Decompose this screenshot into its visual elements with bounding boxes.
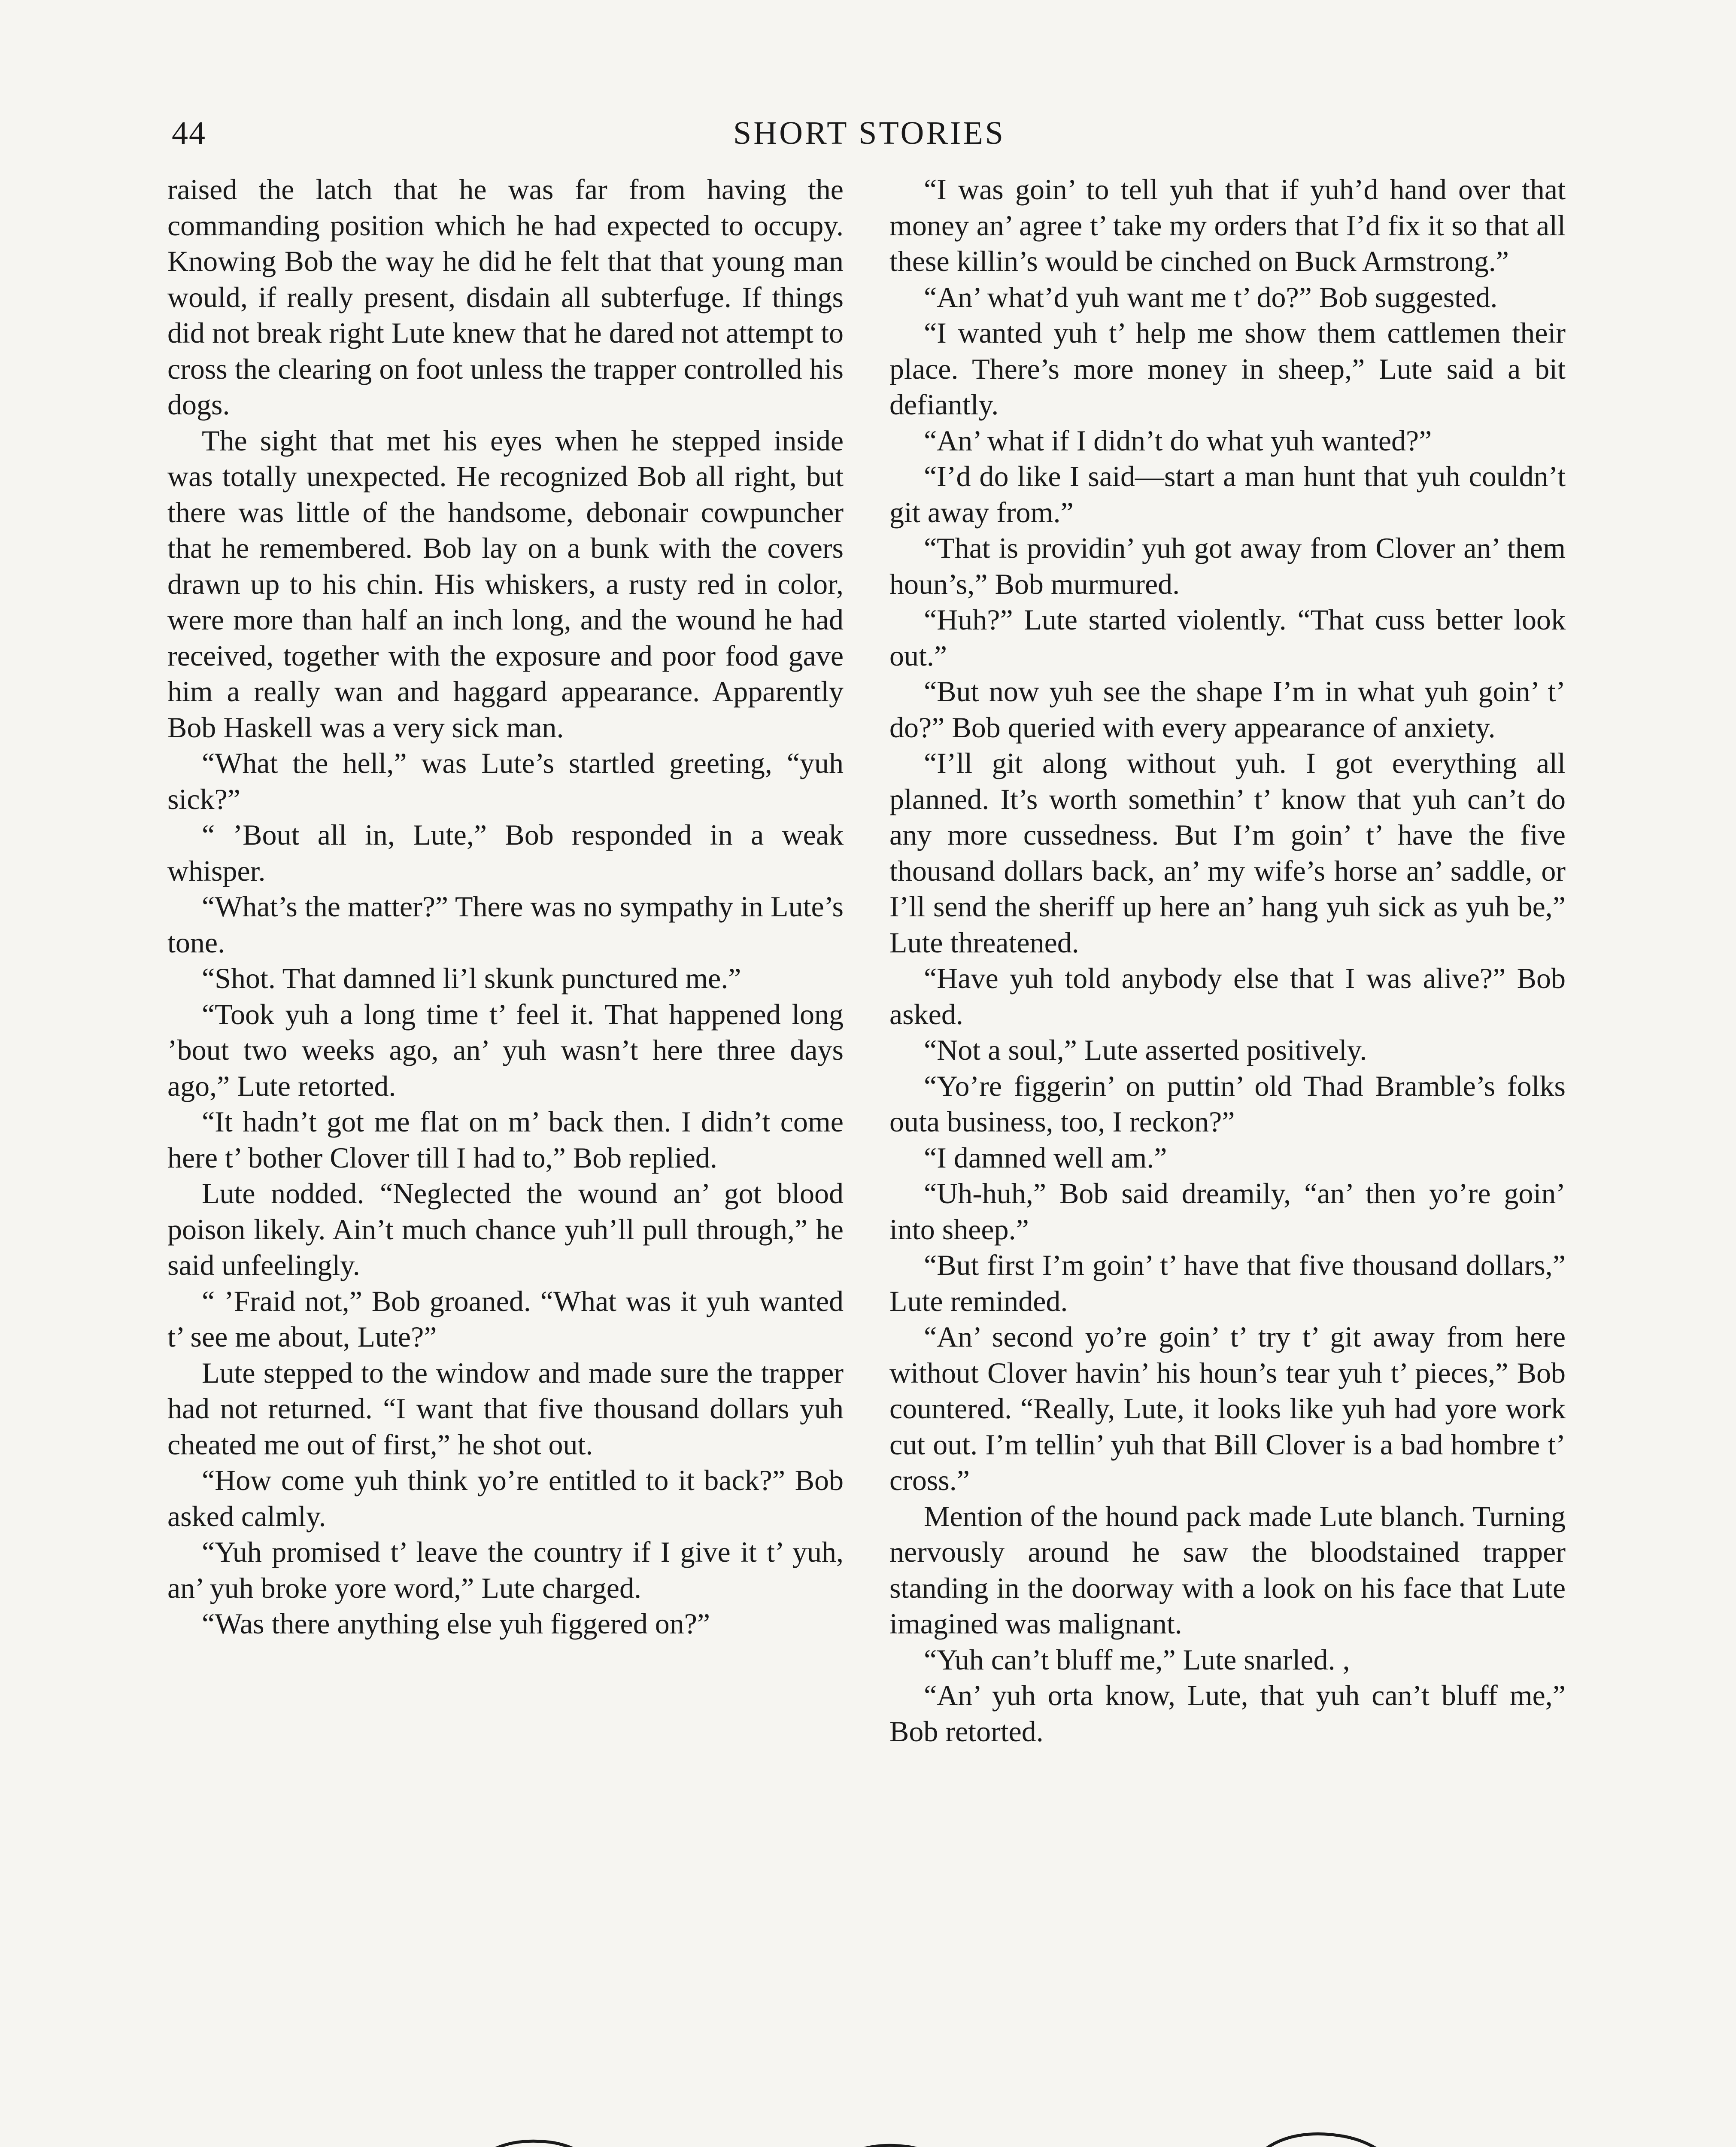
hounds-drawing	[202, 2095, 1558, 2147]
paragraph: “Yo’re figgerin’ on puttin’ old Thad Bramble’s folks outa business, too, I reckon?”	[889, 1069, 1566, 1138]
paragraph: “I damned well am.”	[924, 1141, 1167, 1174]
paragraph: raised the latch that he was far from having the commanding position which he had expected to occupy. Knowing Bob the way he did he felt that that young man would, if really present, disdain all subterfuge. If things did not break right Lute knew that he dared not attempt to cross the clearing on foot unless the trapper controlled his dogs.	[167, 173, 844, 421]
paragraph: “I wanted yuh t’ help me show them cattlemen their place. There’s more money in sheep,” Lute said a bit defiantly.	[889, 316, 1566, 421]
paragraph: “How come yuh think yo’re entitled to it back?” Bob asked calmly.	[167, 1464, 844, 1533]
paragraph: “It hadn’t got me flat on m’ back then. I didn’t come here t’ bother Clover till I had to,” Bob replied.	[167, 1105, 844, 1174]
paragraph: “Huh?” Lute started violently. “That cuss better look out.”	[889, 603, 1566, 672]
paragraph: “Took yuh a long time t’ feel it. That happened long ’bout two weeks ago, an’ yuh wasn’t here three days ago,” Lute retorted.	[167, 997, 844, 1102]
hounds-illustration	[202, 2095, 1558, 2147]
paragraph: “What the hell,” was Lute’s startled greeting, “yuh sick?”	[167, 747, 844, 815]
left-column	[167, 172, 844, 1642]
right-column	[889, 172, 1566, 1749]
hound-head-icon	[1240, 2134, 1408, 2147]
page-header	[172, 109, 1567, 157]
page-number: 44	[172, 115, 206, 151]
paragraph: “ ’Fraid not,” Bob groaned. “What was it yuh wanted t’ see me about, Lute?”	[167, 1284, 844, 1353]
running-head: SHORT STORIES	[733, 115, 1006, 151]
paragraph: “Uh-huh,” Bob said dreamily, “an’ then yo’re goin’ into sheep.”	[889, 1177, 1566, 1246]
paragraph: “Yuh can’t bluff me,” Lute snarled. ,	[924, 1643, 1350, 1676]
paragraph: “An’ what if I didn’t do what yuh wanted?”	[924, 424, 1432, 457]
hound-head-icon	[459, 2141, 612, 2147]
hound-head-icon	[815, 2145, 968, 2147]
paragraph: “Yuh promised t’ leave the country if I give it t’ yuh, an’ yuh broke yore word,” Lute charged.	[167, 1536, 844, 1604]
paragraph: Lute nodded. “Neglected the wound an’ got blood poison likely. Ain’t much chance yuh’ll pull through,” he said unfeelingly.	[167, 1177, 844, 1281]
paragraph: “But first I’m goin’ t’ have that five thousand dollars,” Lute reminded.	[889, 1249, 1566, 1317]
paragraph: The sight that met his eyes when he stepped inside was totally unexpected. He recognized Bob all right, but there was little of the handsome, debonair cowpuncher that he remembered. Bob lay on a bunk with the covers drawn up to his chin. His whiskers, a rusty red in color, were more than half an inch long, and the wound he had received, together with the exposure and poor food gave him a really wan and haggard appearance. Apparently Bob Haskell was a very sick man.	[167, 424, 844, 744]
paragraph: “Not a soul,” Lute asserted positively.	[924, 1034, 1367, 1066]
paragraph: “What’s the matter?” There was no sympathy in Lute’s tone.	[167, 890, 844, 959]
paragraph: “Have yuh told anybody else that I was alive?” Bob asked.	[889, 962, 1566, 1031]
paragraph: “ ’Bout all in, Lute,” Bob responded in a weak whisper.	[167, 818, 844, 887]
paragraph: “An’ second yo’re goin’ t’ try t’ git away from here without Clover havin’ his houn’s tear yuh t’ pieces,” Bob countered. “Really, Lute, it looks like yuh had yore work cut out. I’m tellin’ yuh that Bill Clover is a bad hombre t’ cross.”	[889, 1320, 1566, 1496]
paragraph: “But now yuh see the shape I’m in what yuh goin’ t’ do?” Bob queried with every appearance of anxiety.	[889, 675, 1566, 744]
paragraph: “I’ll git along without yuh. I got everything all planned. It’s worth somethin’ t’ know that yuh can’t do any more cussedness. But I’m goin’ t’ have the five thousand dollars back, an’ my wife’s horse an’ saddle, or I’ll send the sheriff up here an’ hang yuh sick as yuh be,” Lute threatened.	[889, 747, 1566, 959]
paragraph: “Shot. That damned li’l skunk punctured me.”	[202, 962, 741, 994]
paragraph: “I’d do like I said—start a man hunt that yuh couldn’t git away from.”	[889, 460, 1566, 529]
paragraph: “Was there anything else yuh figgered on?”	[202, 1607, 710, 1640]
paragraph: “I was goin’ to tell yuh that if yuh’d hand over that money an’ agree t’ take my orders that I’d fix it so that all these killin’s would be cinched on Buck Armstrong.”	[889, 173, 1566, 277]
paragraph: Mention of the hound pack made Lute blanch. Turning nervously around he saw the bloodstained trapper standing in the doorway with a look on his face that Lute imagined was malignant.	[889, 1499, 1566, 1640]
paragraph: “An’ yuh orta know, Lute, that yuh can’t bluff me,” Bob retorted.	[889, 1679, 1566, 1748]
paragraph: “An’ what’d yuh want me t’ do?” Bob suggested.	[924, 280, 1498, 313]
paragraph: Lute stepped to the window and made sure the trapper had not returned. “I want that five thousand dollars yuh cheated me out of first,” he shot out.	[167, 1356, 844, 1461]
paragraph: “That is providin’ yuh got away from Clover an’ them houn’s,” Bob murmured.	[889, 532, 1566, 600]
